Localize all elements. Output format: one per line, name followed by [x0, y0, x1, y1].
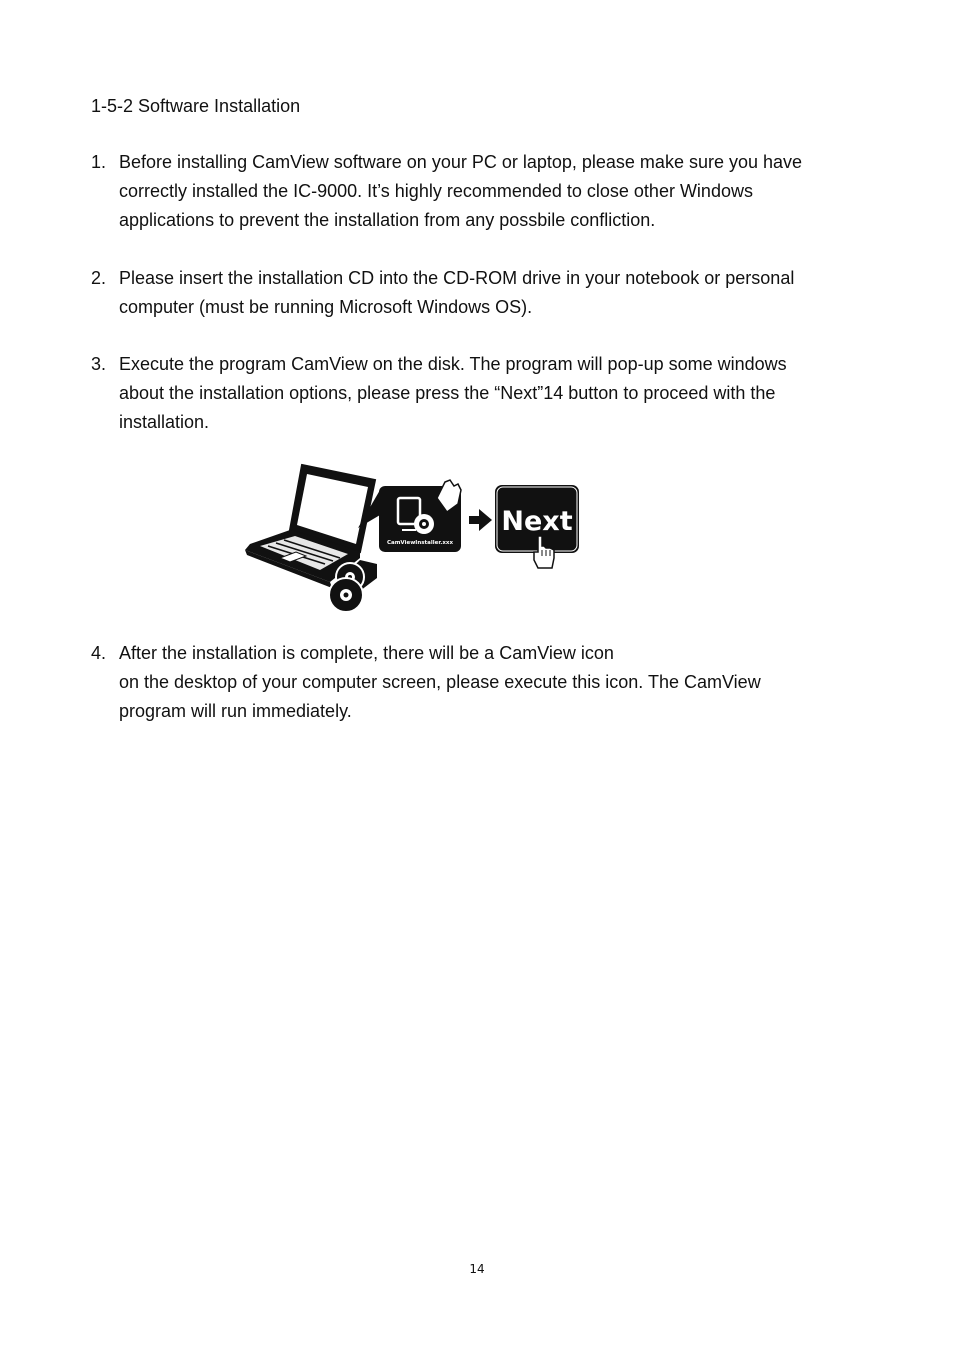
next-button-icon: [495, 485, 579, 553]
step-number: 4.: [91, 643, 107, 663]
step-text: [119, 264, 871, 322]
step-line: program will run immediately.: [119, 701, 352, 721]
step-text: [119, 639, 871, 726]
step-line: installation.: [119, 412, 210, 432]
step-text: [119, 148, 871, 235]
section-title: 1-5-2 Software Installation: [91, 96, 301, 116]
step-line: Please insert the installation CD into the CD-ROM drive in your notebook or personal: [119, 268, 795, 288]
step-number: 1.: [91, 152, 107, 172]
step-line: computer (must be running Microsoft Windows OS).: [119, 297, 533, 317]
step-text: [119, 350, 871, 437]
installer-label: CamViewInstaller.xxx: [386, 540, 454, 546]
arrow-right-icon: [469, 509, 492, 531]
installation-illustration: [240, 460, 585, 615]
next-label: Next: [501, 506, 573, 537]
step-line: applications to prevent the installation from any possbile confliction.: [119, 210, 656, 230]
page-number: 14: [469, 1262, 485, 1276]
step-line: After the installation is complete, there will be a CamView icon: [119, 643, 614, 663]
step-line: about the installation options, please press the “Next”14 button to proceed with the: [119, 383, 776, 403]
step-line: Execute the program CamView on the disk. The program will pop-up some windows: [119, 354, 787, 374]
step-line: correctly installed the IC-9000. It’s highly recommended to close other Windows: [119, 181, 753, 201]
step-number: 3.: [91, 354, 107, 374]
step-number: 2.: [91, 268, 107, 288]
step-line: on the desktop of your computer screen, please execute this icon. The CamView: [119, 672, 761, 692]
step-line: Before installing CamView software on your PC or laptop, please make sure you have: [119, 152, 803, 172]
